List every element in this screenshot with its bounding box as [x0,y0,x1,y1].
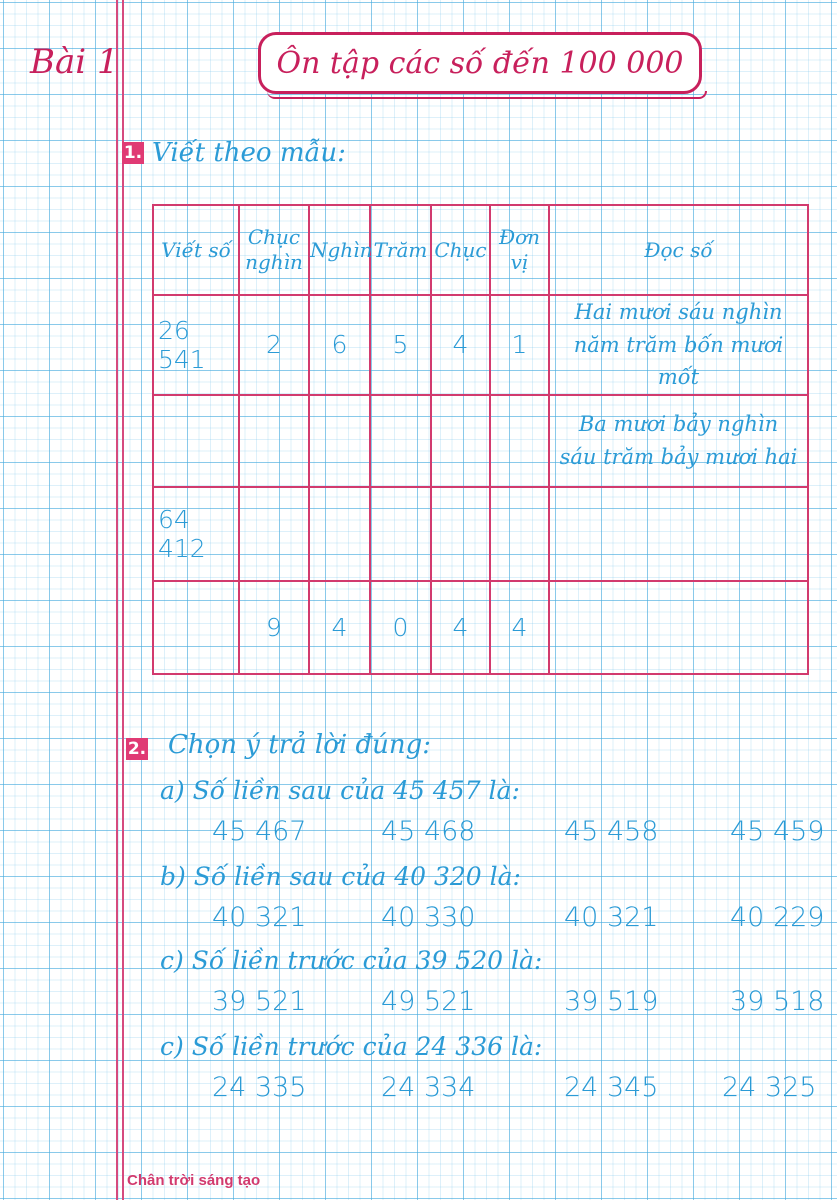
question-1-prompt: Viết theo mẫu: [152,138,346,168]
header-chuc-nghin [239,205,309,295]
option-2c-3[interactable]: 39 519 [564,986,659,1017]
option-2b-1[interactable]: 40 321 [212,902,307,933]
cell-tram: 5 [370,295,431,395]
cell-chuc: 4 [431,581,490,674]
header-tram: Trăm [370,205,431,295]
option-2a-2[interactable]: 45 468 [381,816,476,847]
cell-nghin [309,487,370,581]
header-don-vi [490,205,549,295]
cell-don-vi: 1 [490,295,549,395]
lesson-label: Bài 1 [30,42,119,82]
cell-chuc: 4 [431,295,490,395]
place-value-table [152,204,809,675]
option-2b-2[interactable]: 40 330 [381,902,476,933]
question-2c-text: c) Số liền trước của 39 520 là: [160,946,543,975]
option-2d-2[interactable]: 24 334 [381,1072,476,1103]
cell-tram: 0 [370,581,431,674]
table-header-row [153,205,808,295]
margin-line-left [116,0,118,1200]
header-don-vi-line-2: vị [510,250,529,274]
publisher-footer: Chân trời sáng tạo [127,1172,261,1189]
table-row [153,295,808,395]
question-2-prompt: Chọn ý trả lời đúng: [168,730,431,760]
question-2a-text: a) Số liền sau của 45 457 là: [160,776,520,805]
option-2d-4[interactable]: 24 325 [722,1072,817,1103]
option-2a-4[interactable]: 45 459 [730,816,825,847]
header-don-vi-line-1: Đơn [498,225,541,249]
cell-doc-so [549,395,808,487]
cell-tram [370,395,431,487]
cell-chuc-nghin [239,487,309,581]
cell-nghin: 6 [309,295,370,395]
option-2c-1[interactable]: 39 521 [212,986,307,1017]
cell-viet-so: 64 412 [153,487,239,581]
cell-chuc-nghin: 2 [239,295,309,395]
option-2a-3[interactable]: 45 458 [564,816,659,847]
option-2d-3[interactable]: 24 345 [564,1072,659,1103]
cell-doc-so [549,581,808,674]
cell-chuc-nghin [239,395,309,487]
cell-don-vi [490,395,549,487]
doc-so-line-2: năm trăm bốn mươi mốt [573,332,784,390]
header-chuc-nghin-line-1: Chục [247,225,301,249]
cell-doc-so [549,295,808,395]
cell-chuc [431,395,490,487]
cell-nghin: 4 [309,581,370,674]
option-2c-4[interactable]: 39 518 [730,986,825,1017]
cell-don-vi [490,487,549,581]
header-doc-so: Đọc số [549,205,808,295]
question-2d-text: c) Số liền trước của 24 336 là: [160,1032,543,1061]
option-2a-1[interactable]: 45 467 [212,816,307,847]
doc-so-line-2: sáu trăm bảy mươi hai [559,444,798,469]
option-2d-1[interactable]: 24 335 [212,1072,307,1103]
header-viet-so: Viết số [153,205,239,295]
cell-viet-so: 26 541 [153,295,239,395]
cell-chuc-nghin: 9 [239,581,309,674]
cell-don-vi: 4 [490,581,549,674]
cell-chuc [431,487,490,581]
option-2b-3[interactable]: 40 321 [564,902,659,933]
cell-viet-so [153,581,239,674]
table-row [153,581,808,674]
table-row [153,487,808,581]
option-2c-2[interactable]: 49 521 [381,986,476,1017]
question-2b-text: b) Số liền sau của 40 320 là: [160,862,521,891]
doc-so-line-1: Ba mươi bảy nghìn [578,412,779,437]
option-2b-4[interactable]: 40 229 [730,902,825,933]
cell-viet-so [153,395,239,487]
table-row [153,395,808,487]
margin-line-right [122,0,124,1200]
cell-nghin [309,395,370,487]
lesson-title [258,32,702,94]
lesson-title-text: Ôn tập các số đến 100 000 [276,45,684,81]
header-nghin: Nghìn [309,205,370,295]
question-1-number: 1. [123,143,143,163]
doc-so-line-1: Hai mươi sáu nghìn [574,300,783,324]
question-2-number: 2. [127,739,147,759]
cell-tram [370,487,431,581]
header-chuc-nghin-line-2: nghìn [245,250,303,274]
cell-doc-so [549,487,808,581]
header-chuc: Chục [431,205,490,295]
